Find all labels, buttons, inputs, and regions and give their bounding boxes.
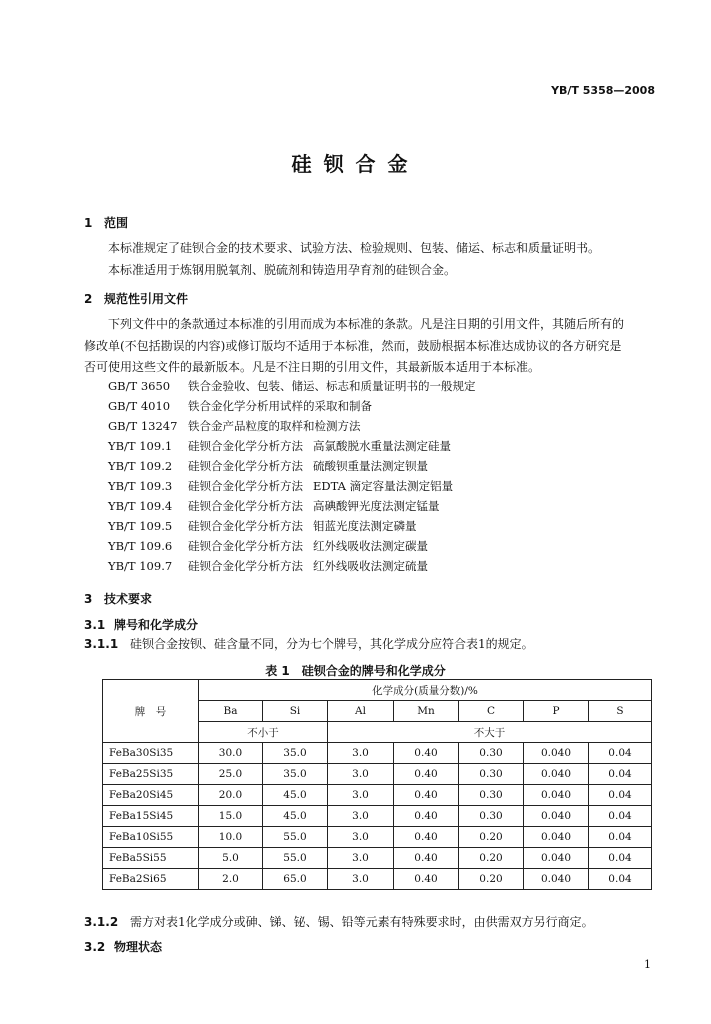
section-title: 范围 [104,216,129,230]
element-header: P [524,701,589,722]
grade-cell: FeBa2Si65 [103,869,199,890]
reference-item [108,416,476,436]
clause-text: 硅钡合金按钡、硅含量不同，分为七个牌号，其化学成分应符合表1的规定。 [130,637,534,651]
reference-method: 硫酸钡重量法测定钡量 [313,459,428,473]
standard-number: YB/T 5358—2008 [551,84,655,97]
value-cell: 3.0 [328,827,394,848]
reference-title: 铁合金产品粒度的取样和检测方法 [188,419,361,433]
table-caption: 表 1 硅钡合金的牌号和化学成分 [265,664,446,678]
section-title: 技术要求 [104,592,153,606]
reference-title: 硅钡合金化学分析方法 [188,499,303,513]
reference-code: GB/T 13247 [108,419,178,433]
grade-cell: FeBa25Si35 [103,764,199,785]
value-cell: 3.0 [328,848,394,869]
element-header: Si [263,701,328,722]
value-cell: 0.04 [589,869,652,890]
element-header: C [459,701,524,722]
reference-title: 硅钡合金化学分析方法 [188,439,303,453]
reference-title: 硅钡合金化学分析方法 [188,559,303,573]
value-cell: 30.0 [199,743,263,764]
reference-title: 硅钡合金化学分析方法 [188,519,303,533]
value-cell: 0.040 [524,743,589,764]
section-3-heading [84,590,152,607]
not-more-than-label: 不大于 [328,722,652,743]
grade-cell: FeBa30Si35 [103,743,199,764]
value-cell: 45.0 [263,806,328,827]
table-row [103,806,652,827]
section-2-heading [84,290,188,307]
section-1-para-2: 本标准适用于炼钢用脱氧剂、脱硫剂和铸造用孕育剂的硅钡合金。 [108,263,457,277]
value-cell: 0.20 [459,869,524,890]
value-cell: 0.040 [524,848,589,869]
element-header: Ba [199,701,263,722]
reference-item [108,536,476,556]
reference-code: GB/T 4010 [108,399,171,413]
table-row [103,869,652,890]
subsection-number: 3.2 [84,940,106,954]
value-cell: 0.04 [589,785,652,806]
value-cell: 5.0 [199,848,263,869]
value-cell: 0.40 [394,785,459,806]
section-number: 3 [84,592,93,606]
value-cell: 45.0 [263,785,328,806]
value-cell: 0.04 [589,764,652,785]
value-cell: 25.0 [199,764,263,785]
section-number: 2 [84,292,93,306]
value-cell: 35.0 [263,743,328,764]
value-cell: 35.0 [263,764,328,785]
table-row [103,827,652,848]
reference-method: EDTA 滴定容量法测定铝量 [313,479,454,493]
value-cell: 15.0 [199,806,263,827]
reference-title: 硅钡合金化学分析方法 [188,459,303,473]
table-row [103,785,652,806]
value-cell: 0.30 [459,764,524,785]
value-cell: 0.20 [459,848,524,869]
element-header: S [589,701,652,722]
element-header: Al [328,701,394,722]
subsection-3-1-heading [84,616,198,633]
reference-code: YB/T 109.4 [108,499,173,513]
reference-code: YB/T 109.5 [108,519,173,533]
value-cell: 0.040 [524,785,589,806]
value-cell: 3.0 [328,743,394,764]
value-cell: 0.30 [459,743,524,764]
section-number: 1 [84,216,93,230]
value-cell: 10.0 [199,827,263,848]
reference-method: 红外线吸收法测定碳量 [313,539,428,553]
reference-item [108,556,476,576]
value-cell: 2.0 [199,869,263,890]
reference-method: 高碘酸钾光度法测定锰量 [313,499,440,513]
grade-header: 牌 号 [103,680,199,743]
value-cell: 0.20 [459,827,524,848]
section-1-para-1: 本标准规定了硅钡合金的技术要求、试验方法、检验规则、包装、储运、标志和质量证明书。 [108,241,601,255]
reference-title: 硅钡合金化学分析方法 [188,479,303,493]
value-cell: 0.040 [524,806,589,827]
subsection-title: 物理状态 [114,940,163,954]
not-less-than-label: 不小于 [199,722,328,743]
reference-item [108,396,476,416]
reference-code: YB/T 109.7 [108,559,173,573]
clause-text: 需方对表1化学成分或砷、锑、铋、锡、铅等元素有特殊要求时，由供需双方另行商定。 [130,915,594,929]
grade-cell: FeBa20Si45 [103,785,199,806]
value-cell: 0.040 [524,827,589,848]
reference-list [108,376,476,576]
value-cell: 3.0 [328,806,394,827]
reference-method: 红外线吸收法测定硫量 [313,559,428,573]
value-cell: 65.0 [263,869,328,890]
value-cell: 0.04 [589,806,652,827]
table-row [103,743,652,764]
value-cell: 0.04 [589,827,652,848]
value-cell: 0.40 [394,743,459,764]
value-cell: 0.30 [459,785,524,806]
section-2-para-line-2: 修改单(不包括勘误的内容)或修订版均不适用于本标准，然而，鼓励根据本标准达成协议的各方研究是 [84,339,622,353]
value-cell: 0.40 [394,827,459,848]
section-2-para-line-3: 否可使用这些文件的最新版本。凡是不注日期的引用文件，其最新版本适用于本标准。 [84,360,541,374]
composition-header: 化学成分(质量分数)/% [199,680,652,701]
value-cell: 0.040 [524,869,589,890]
clause-3-1-2 [84,912,594,932]
page-number: 1 [644,958,651,971]
value-cell: 55.0 [263,848,328,869]
element-header: Mn [394,701,459,722]
reference-title: 铁合金化学分析用试样的采取和制备 [188,399,372,413]
reference-method: 高氯酸脱水重量法测定硅量 [313,439,451,453]
grade-cell: FeBa15Si45 [103,806,199,827]
value-cell: 0.04 [589,743,652,764]
value-cell: 0.40 [394,848,459,869]
reference-code: YB/T 109.3 [108,479,173,493]
subsection-number: 3.1 [84,618,106,632]
reference-item [108,476,476,496]
subsection-3-2-heading [84,938,162,955]
reference-title: 铁合金验收、包装、储运、标志和质量证明书的一般规定 [188,379,476,393]
value-cell: 20.0 [199,785,263,806]
reference-code: GB/T 3650 [108,379,171,393]
composition-table [102,679,652,890]
reference-item [108,436,476,456]
reference-item [108,496,476,516]
clause-number: 3.1.1 [84,637,119,651]
clause-number: 3.1.2 [84,915,119,929]
section-1-heading [84,214,128,231]
value-cell: 3.0 [328,764,394,785]
value-cell: 55.0 [263,827,328,848]
reference-code: YB/T 109.1 [108,439,173,453]
reference-code: YB/T 109.6 [108,539,173,553]
value-cell: 0.40 [394,806,459,827]
reference-method: 钼蓝光度法测定磷量 [313,519,417,533]
reference-code: YB/T 109.2 [108,459,173,473]
grade-cell: FeBa10Si55 [103,827,199,848]
section-title: 规范性引用文件 [104,292,189,306]
value-cell: 3.0 [328,869,394,890]
value-cell: 0.040 [524,764,589,785]
clause-3-1-1 [84,634,534,654]
reference-title: 硅钡合金化学分析方法 [188,539,303,553]
reference-item [108,376,476,396]
document-title: 硅钡合金 [291,152,420,176]
subsection-title: 牌号和化学成分 [114,618,199,632]
table-row [103,848,652,869]
reference-item [108,456,476,476]
value-cell: 0.30 [459,806,524,827]
section-2-para-line-1: 下列文件中的条款通过本标准的引用而成为本标准的条款。凡是注日期的引用文件，其随后所有的 [108,317,625,331]
value-cell: 0.40 [394,869,459,890]
value-cell: 3.0 [328,785,394,806]
value-cell: 0.04 [589,848,652,869]
grade-cell: FeBa5Si55 [103,848,199,869]
table-row [103,764,652,785]
reference-item [108,516,476,536]
value-cell: 0.40 [394,764,459,785]
